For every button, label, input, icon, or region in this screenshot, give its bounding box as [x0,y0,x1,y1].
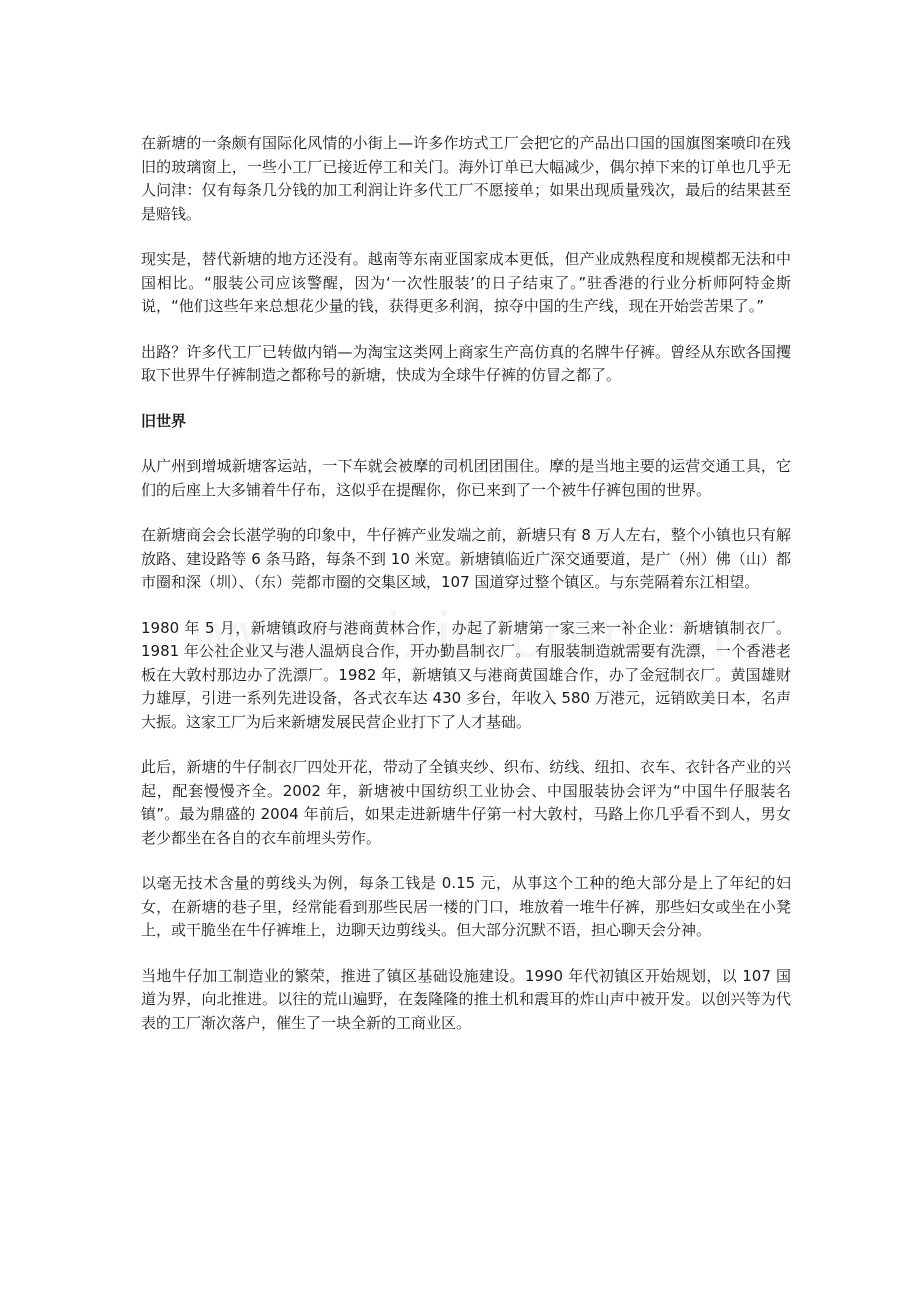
paragraph-8: 以毫无技术含量的剪线头为例，每条工钱是 0.15 元，从事这个工种的绝大部分是上了年纪的妇女，在新塘的巷子里，经常能看到那些民居一楼的门口，堆放着一堆牛仔裤，那些妇女或坐在小凳上，或干脆坐在牛仔裤堆上，边聊天边剪线头。但大部分沉默不语，担心聊天会分神。 [141,874,791,939]
paragraph-7: 此后，新塘的牛仔制衣厂四处开花，带动了全镇夹纱、织布、纺线、纽扣、衣车、衣针各产业的兴起，配套慢慢齐全。2002 年，新塘被中国纺织工业协会、中国服装协会评为“中国牛仔服装名镇”。最为鼎盛的 2004 年前后，如果走进新塘牛仔第一村大敦村，马路上你几乎看不到人，男女老少都坐在各自的衣车前埋头劳作。 [141,758,791,847]
paragraph-9: 当地牛仔加工制造业的繁荣，推进了镇区基础设施建设。1990 年代初镇区开始规划，以 107 国道为界，向北推进。以往的荒山遍野，在轰隆隆的推土机和震耳的炸山声中被开发。以创兴等为代表的工厂渐次落户，催生了一块全新的工商业区。 [141,966,791,1032]
paragraph-3: 出路？许多代工厂已转做内销—为淘宝这类网上商家生产高仿真的名牌牛仔裤。曾经从东欧各国攫取下世界牛仔裤制造之都称号的新塘，快成为全球牛仔裤的仿冒之都了。 [141,342,791,384]
paragraph-6: 1980 年 5 月，新塘镇政府与港商黄林合作，办起了新塘第一家三来一补企业：新塘镇制衣厂。1981 年公社企业又与港人温炳良合作，开办勤昌制衣厂。 有服装制造就需要有洗漂，一个香港老板在大敦村那边办了洗漂厂。1982 年，新塘镇又与港商黄国雄合作，办了金冠制衣厂。黄国雄财力雄厚，引进一系列先进设备，各式衣车达 430 多台，年收入 580 万港元，远销欧美日本，名声大振。这家工厂为后来新塘发展民营企业打下了人才基础。 [141,618,791,731]
paragraph-1: 在新塘的一条颇有国际化风情的小街上—许多作坊式工厂会把它的产品出口国的国旗图案喷印在残旧的玻璃窗上，一些小工厂已接近停工和关门。海外订单已大幅减少，偶尔掉下来的订单也几乎无人问津：仅有每条几分钱的加工利润让许多代工厂不愿接单；如果出现质量残次，最后的结果甚至是赔钱。 [141,134,791,223]
paragraph-2: 现实是，替代新塘的地方还没有。越南等东南亚国家成本更低，但产业成熟程度和规模都无法和中国相比。“服装公司应该警醒，因为‘一次性服装’的日子结束了。”驻香港的行业分析师阿特金斯说，“他们这些年来总想花少量的钱，获得更多利润，掠夺中国的生产线，现在开始尝苦果了。” [141,250,791,315]
document-body [141,132,791,1057]
section-heading: 旧世界 [141,411,187,430]
paragraph-4: 从广州到增城新塘客运站，一下车就会被摩的司机团团围住。摩的是当地主要的运营交通工具，它们的后座上大多铺着牛仔布，这似乎在提醒你，你已来到了一个被牛仔裤包围的世界。 [141,457,791,499]
paragraph-5: 在新塘商会会长湛学驹的印象中，牛仔裤产业发端之前，新塘只有 8 万人左右，整个小镇也只有解放路、建设路等 6 条马路，每条不到 10 米宽。新塘镇临近广深交通要道，是广（州）佛（山）都市圈和深（圳）、（东）莞都市圈的交集区域，107 国道穿过整个镇区。与东莞隔着东江相望。 [141,526,791,591]
